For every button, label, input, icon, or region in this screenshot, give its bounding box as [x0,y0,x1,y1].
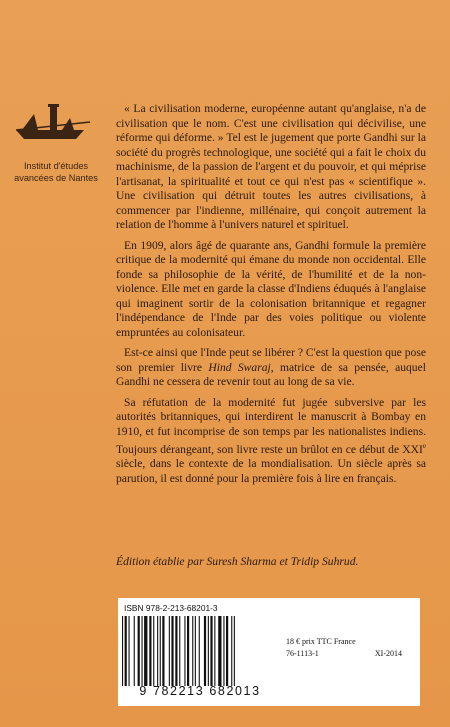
barcode-bar [142,616,143,686]
barcode-bar [192,616,193,686]
barcode-bar [171,616,173,686]
isbn-text: ISBN 978-2-213-68201-3 [124,603,218,613]
barcode-bar [210,616,212,686]
paragraph: En 1909, alors âgé de quarante ans, Gandhi formule la première critique de la modernité qui émane du monde non occidental. Elle fonde sa philosophie de la vérité, de l'humilité et de la non-violence. Elle met en garde la classe d'Indiens éduqués à l'anglaise qui imaginent sortir de la colonisation britannique et regagner l'indépendance de l'Inde par des voies politique ou violente empruntées au colonisateur. [116,238,426,339]
ship-icon [14,100,92,142]
paragraph: Sa réfutation de la modernité fut jugée subversive par les autorités britanniques, qui interdirent le manuscrit à Bombay en 1910, et fut incomprise de son temps par les nationalistes indiens. Toujours dérangeant, son livre reste un brûlot en ce début de XXIe siècle, dans le contexte de la mondialisation. Un siècle après sa parution, il est donné pour la première fois à lire en français. [116,395,426,485]
barcode-label [118,598,420,706]
barcode-bar [134,616,135,686]
blurb-text [116,102,426,492]
barcode-bar [122,616,123,686]
barcode-bar [144,616,147,686]
barcode-bar [157,616,158,686]
barcode-bar [226,616,228,686]
barcode-bar [149,616,151,686]
paragraph: Est-ce ainsi que l'Inde peut se libérer ? C'est la question que pose son premier livre Hind Swaraj, matrice de sa pensée, auquel Gandhi ne cessera de revenir tout au long de sa vie. [116,346,426,388]
barcode-bar [184,616,185,686]
barcode-bar [195,616,196,686]
barcode-bar [162,616,164,686]
barcode-bar [160,616,161,686]
barcode-bar [199,616,200,686]
barcode-bar [125,616,127,686]
barcode-bar [169,616,170,686]
price-text: 18 € prix TTC France [286,637,356,646]
barcode-bar [129,616,130,686]
book-title: Hind Swaraj [208,360,271,374]
barcode-bar [218,616,221,686]
barcode-bar [208,616,209,686]
barcode-bar [179,616,180,686]
barcode-bars [122,616,278,686]
print-date: XI-2014 [374,649,402,658]
barcode-bar [223,616,224,686]
barcode-digits: 9 782213 682013 [139,684,261,698]
barcode-bar [204,616,206,686]
barcode-bar [153,616,154,686]
barcode-bar [214,616,215,686]
institute-name: Institut d'études avancées de Nantes [14,161,98,183]
price-info [286,636,416,660]
product-code: 76-1113-1 [286,649,319,658]
barcode-bar [231,616,232,686]
barcode-bar [175,616,177,686]
barcode-bar [138,616,140,686]
barcode-bar [187,616,189,686]
paragraph: « La civilisation moderne, européenne autant qu'anglaise, n'a de civilisation que le nom. C'est une civilisation qui décivilise, une réforme qui déforme. » Tel est le jugement que porte Gandhi sur la société du progrès technologique, une société qui a fait le choix du machinisme, de la passion de l'argent et du pouvoir, et qui méprise l'artisanat, la spiritualité et tout ce qui n'est pas « scientifique ». Une civilisation qui détruit toutes les autres civilisations, à commencer par l'indienne, millénaire, qui conçoit autrement la relation de l'homme à l'univers naturel et spirituel. [116,102,426,231]
barcode-bar [234,616,235,686]
edition-credit: Édition établie par Suresh Sharma et Tridip Suhrud. [116,555,359,568]
